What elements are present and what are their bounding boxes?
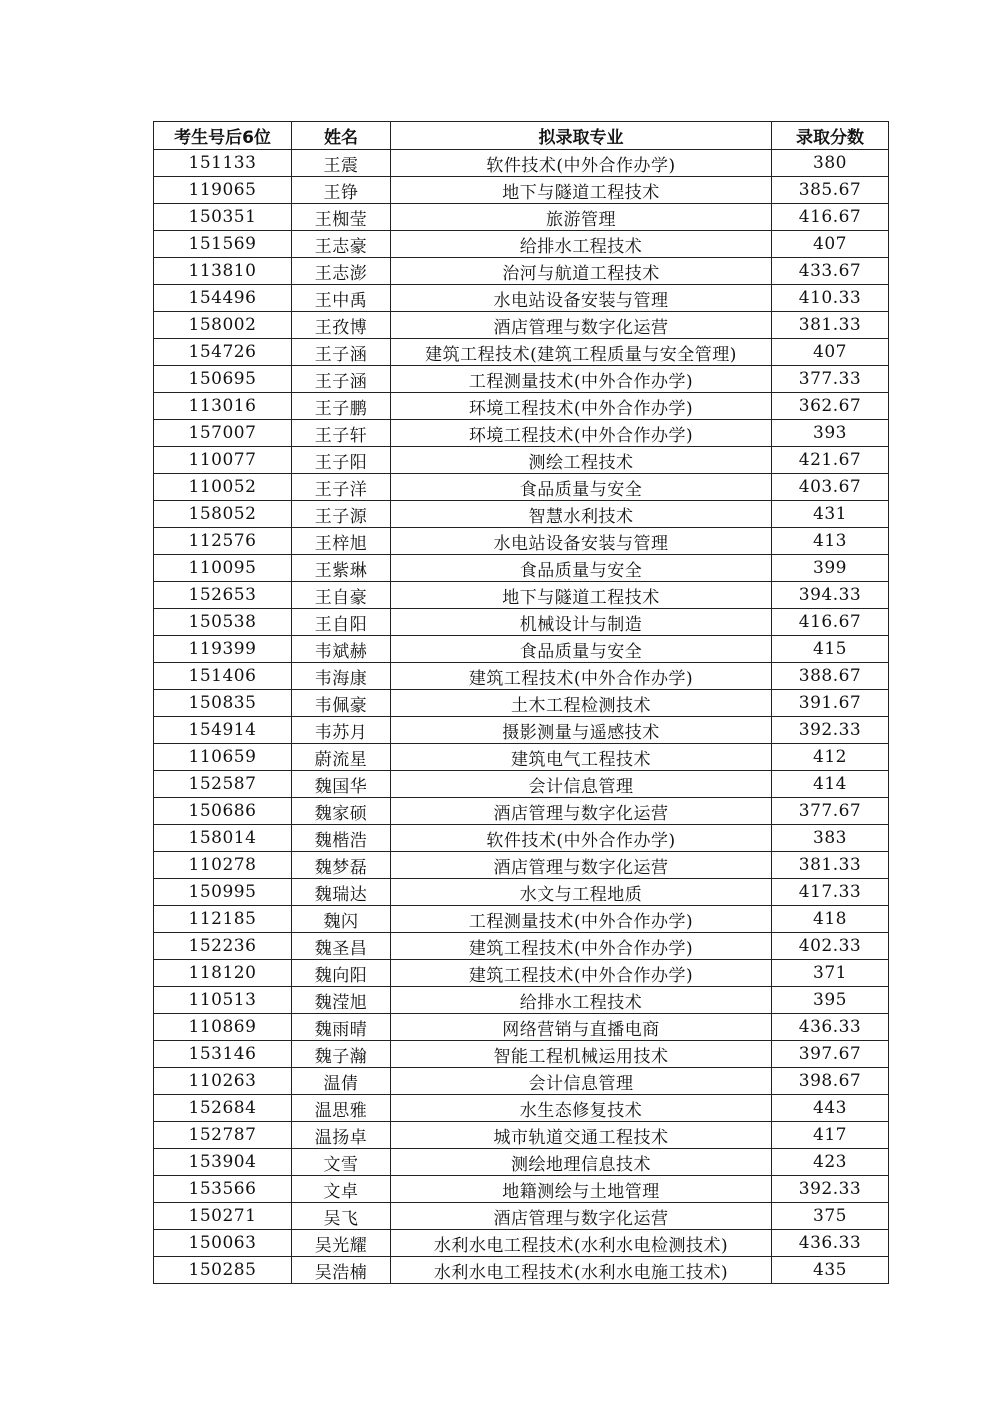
table-row bbox=[154, 744, 889, 771]
cell-score: 385.67 bbox=[772, 177, 889, 204]
cell-candidate-id: 110077 bbox=[154, 447, 292, 474]
cell-name: 魏瑞达 bbox=[292, 879, 391, 906]
cell-candidate-id: 154496 bbox=[154, 285, 292, 312]
cell-name: 魏圣昌 bbox=[292, 933, 391, 960]
cell-name: 吴浩楠 bbox=[292, 1257, 391, 1284]
cell-major: 建筑工程技术(建筑工程质量与安全管理) bbox=[391, 339, 772, 366]
cell-name: 王志豪 bbox=[292, 231, 391, 258]
cell-name: 温扬卓 bbox=[292, 1122, 391, 1149]
cell-candidate-id: 152787 bbox=[154, 1122, 292, 1149]
cell-major: 软件技术(中外合作办学) bbox=[391, 150, 772, 177]
cell-name: 韦海康 bbox=[292, 663, 391, 690]
table-row bbox=[154, 1257, 889, 1284]
table-row bbox=[154, 717, 889, 744]
cell-major: 土木工程检测技术 bbox=[391, 690, 772, 717]
cell-name: 王梓旭 bbox=[292, 528, 391, 555]
cell-candidate-id: 152684 bbox=[154, 1095, 292, 1122]
cell-score: 410.33 bbox=[772, 285, 889, 312]
cell-major: 给排水工程技术 bbox=[391, 231, 772, 258]
cell-major: 环境工程技术(中外合作办学) bbox=[391, 393, 772, 420]
table-row bbox=[154, 933, 889, 960]
cell-candidate-id: 110052 bbox=[154, 474, 292, 501]
cell-name: 文卓 bbox=[292, 1176, 391, 1203]
cell-score: 412 bbox=[772, 744, 889, 771]
header-major: 拟录取专业 bbox=[391, 122, 772, 150]
cell-score: 397.67 bbox=[772, 1041, 889, 1068]
cell-name: 吴飞 bbox=[292, 1203, 391, 1230]
cell-score: 435 bbox=[772, 1257, 889, 1284]
table-row bbox=[154, 798, 889, 825]
cell-score: 391.67 bbox=[772, 690, 889, 717]
cell-candidate-id: 150538 bbox=[154, 609, 292, 636]
cell-candidate-id: 153146 bbox=[154, 1041, 292, 1068]
cell-score: 381.33 bbox=[772, 852, 889, 879]
cell-major: 食品质量与安全 bbox=[391, 474, 772, 501]
cell-score: 403.67 bbox=[772, 474, 889, 501]
table-row bbox=[154, 447, 889, 474]
cell-score: 417.33 bbox=[772, 879, 889, 906]
cell-name: 王子洋 bbox=[292, 474, 391, 501]
cell-major: 会计信息管理 bbox=[391, 771, 772, 798]
cell-score: 421.67 bbox=[772, 447, 889, 474]
table-row bbox=[154, 1176, 889, 1203]
cell-score: 399 bbox=[772, 555, 889, 582]
cell-score: 416.67 bbox=[772, 609, 889, 636]
cell-major: 旅游管理 bbox=[391, 204, 772, 231]
cell-major: 软件技术(中外合作办学) bbox=[391, 825, 772, 852]
cell-name: 王椥莹 bbox=[292, 204, 391, 231]
cell-name: 温思雅 bbox=[292, 1095, 391, 1122]
cell-candidate-id: 150285 bbox=[154, 1257, 292, 1284]
table-row bbox=[154, 582, 889, 609]
table-row bbox=[154, 852, 889, 879]
cell-name: 韦佩豪 bbox=[292, 690, 391, 717]
cell-candidate-id: 112185 bbox=[154, 906, 292, 933]
table-row bbox=[154, 285, 889, 312]
table-row bbox=[154, 393, 889, 420]
cell-candidate-id: 150995 bbox=[154, 879, 292, 906]
cell-major: 水利水电工程技术(水利水电施工技术) bbox=[391, 1257, 772, 1284]
cell-score: 431 bbox=[772, 501, 889, 528]
table-row bbox=[154, 663, 889, 690]
cell-name: 魏家硕 bbox=[292, 798, 391, 825]
table-row bbox=[154, 474, 889, 501]
table-row bbox=[154, 1095, 889, 1122]
cell-candidate-id: 158014 bbox=[154, 825, 292, 852]
cell-major: 测绘工程技术 bbox=[391, 447, 772, 474]
cell-name: 王紫琳 bbox=[292, 555, 391, 582]
table-row bbox=[154, 690, 889, 717]
cell-score: 402.33 bbox=[772, 933, 889, 960]
cell-major: 网络营销与直播电商 bbox=[391, 1014, 772, 1041]
cell-name: 王震 bbox=[292, 150, 391, 177]
cell-name: 魏楷浩 bbox=[292, 825, 391, 852]
table-row bbox=[154, 1068, 889, 1095]
cell-score: 393 bbox=[772, 420, 889, 447]
cell-name: 韦斌赫 bbox=[292, 636, 391, 663]
cell-score: 407 bbox=[772, 231, 889, 258]
cell-name: 王子轩 bbox=[292, 420, 391, 447]
table-row bbox=[154, 231, 889, 258]
cell-name: 魏雨晴 bbox=[292, 1014, 391, 1041]
cell-candidate-id: 119399 bbox=[154, 636, 292, 663]
table-row bbox=[154, 1203, 889, 1230]
cell-candidate-id: 158052 bbox=[154, 501, 292, 528]
cell-score: 415 bbox=[772, 636, 889, 663]
table-row bbox=[154, 906, 889, 933]
admission-table bbox=[153, 121, 889, 1284]
table-row bbox=[154, 555, 889, 582]
cell-major: 食品质量与安全 bbox=[391, 636, 772, 663]
cell-major: 治河与航道工程技术 bbox=[391, 258, 772, 285]
cell-candidate-id: 152587 bbox=[154, 771, 292, 798]
cell-candidate-id: 154914 bbox=[154, 717, 292, 744]
header-candidate-id: 考生号后6位 bbox=[154, 122, 292, 150]
cell-candidate-id: 150686 bbox=[154, 798, 292, 825]
cell-candidate-id: 150271 bbox=[154, 1203, 292, 1230]
cell-major: 智能工程机械运用技术 bbox=[391, 1041, 772, 1068]
cell-name: 王中禹 bbox=[292, 285, 391, 312]
cell-name: 温倩 bbox=[292, 1068, 391, 1095]
cell-score: 377.67 bbox=[772, 798, 889, 825]
cell-candidate-id: 157007 bbox=[154, 420, 292, 447]
cell-name: 王子阳 bbox=[292, 447, 391, 474]
cell-score: 416.67 bbox=[772, 204, 889, 231]
table-row bbox=[154, 609, 889, 636]
table-row bbox=[154, 528, 889, 555]
cell-major: 会计信息管理 bbox=[391, 1068, 772, 1095]
cell-major: 食品质量与安全 bbox=[391, 555, 772, 582]
cell-score: 377.33 bbox=[772, 366, 889, 393]
cell-candidate-id: 153904 bbox=[154, 1149, 292, 1176]
cell-name: 韦苏月 bbox=[292, 717, 391, 744]
table-row bbox=[154, 1041, 889, 1068]
cell-score: 362.67 bbox=[772, 393, 889, 420]
cell-major: 建筑工程技术(中外合作办学) bbox=[391, 663, 772, 690]
table-row bbox=[154, 501, 889, 528]
cell-score: 380 bbox=[772, 150, 889, 177]
cell-score: 436.33 bbox=[772, 1230, 889, 1257]
table-row bbox=[154, 258, 889, 285]
cell-score: 398.67 bbox=[772, 1068, 889, 1095]
table-row bbox=[154, 366, 889, 393]
cell-candidate-id: 113810 bbox=[154, 258, 292, 285]
cell-score: 392.33 bbox=[772, 717, 889, 744]
cell-candidate-id: 150695 bbox=[154, 366, 292, 393]
cell-score: 388.67 bbox=[772, 663, 889, 690]
cell-name: 王子鹏 bbox=[292, 393, 391, 420]
table-row bbox=[154, 1014, 889, 1041]
header-score: 录取分数 bbox=[772, 122, 889, 150]
cell-name: 魏子瀚 bbox=[292, 1041, 391, 1068]
cell-candidate-id: 110095 bbox=[154, 555, 292, 582]
cell-candidate-id: 153566 bbox=[154, 1176, 292, 1203]
cell-name: 王铮 bbox=[292, 177, 391, 204]
table-row bbox=[154, 420, 889, 447]
table-row bbox=[154, 1122, 889, 1149]
cell-score: 443 bbox=[772, 1095, 889, 1122]
cell-name: 文雪 bbox=[292, 1149, 391, 1176]
cell-major: 机械设计与制造 bbox=[391, 609, 772, 636]
cell-name: 魏向阳 bbox=[292, 960, 391, 987]
table-row bbox=[154, 825, 889, 852]
cell-major: 酒店管理与数字化运营 bbox=[391, 1203, 772, 1230]
cell-major: 工程测量技术(中外合作办学) bbox=[391, 906, 772, 933]
cell-name: 魏闪 bbox=[292, 906, 391, 933]
cell-major: 建筑工程技术(中外合作办学) bbox=[391, 933, 772, 960]
cell-candidate-id: 110278 bbox=[154, 852, 292, 879]
table-row bbox=[154, 960, 889, 987]
table-row bbox=[154, 987, 889, 1014]
cell-candidate-id: 151406 bbox=[154, 663, 292, 690]
cell-major: 水生态修复技术 bbox=[391, 1095, 772, 1122]
cell-score: 383 bbox=[772, 825, 889, 852]
cell-major: 水利水电工程技术(水利水电检测技术) bbox=[391, 1230, 772, 1257]
table-row bbox=[154, 1149, 889, 1176]
header-name: 姓名 bbox=[292, 122, 391, 150]
cell-major: 酒店管理与数字化运营 bbox=[391, 312, 772, 339]
cell-score: 371 bbox=[772, 960, 889, 987]
cell-major: 地下与隧道工程技术 bbox=[391, 582, 772, 609]
cell-candidate-id: 150351 bbox=[154, 204, 292, 231]
cell-candidate-id: 151133 bbox=[154, 150, 292, 177]
cell-score: 433.67 bbox=[772, 258, 889, 285]
table-row bbox=[154, 177, 889, 204]
cell-major: 建筑电气工程技术 bbox=[391, 744, 772, 771]
cell-major: 摄影测量与遥感技术 bbox=[391, 717, 772, 744]
cell-score: 436.33 bbox=[772, 1014, 889, 1041]
cell-major: 测绘地理信息技术 bbox=[391, 1149, 772, 1176]
cell-major: 地下与隧道工程技术 bbox=[391, 177, 772, 204]
cell-score: 392.33 bbox=[772, 1176, 889, 1203]
cell-name: 王子源 bbox=[292, 501, 391, 528]
table-row bbox=[154, 636, 889, 663]
cell-candidate-id: 119065 bbox=[154, 177, 292, 204]
cell-major: 建筑工程技术(中外合作办学) bbox=[391, 960, 772, 987]
cell-candidate-id: 150835 bbox=[154, 690, 292, 717]
cell-candidate-id: 110869 bbox=[154, 1014, 292, 1041]
cell-name: 王志澎 bbox=[292, 258, 391, 285]
cell-candidate-id: 118120 bbox=[154, 960, 292, 987]
cell-name: 王自阳 bbox=[292, 609, 391, 636]
cell-major: 水文与工程地质 bbox=[391, 879, 772, 906]
cell-name: 王子涵 bbox=[292, 366, 391, 393]
cell-name: 魏滢旭 bbox=[292, 987, 391, 1014]
table-header bbox=[154, 122, 889, 150]
cell-major: 酒店管理与数字化运营 bbox=[391, 798, 772, 825]
cell-major: 水电站设备安装与管理 bbox=[391, 285, 772, 312]
cell-score: 395 bbox=[772, 987, 889, 1014]
cell-score: 413 bbox=[772, 528, 889, 555]
cell-major: 工程测量技术(中外合作办学) bbox=[391, 366, 772, 393]
cell-candidate-id: 154726 bbox=[154, 339, 292, 366]
cell-candidate-id: 110659 bbox=[154, 744, 292, 771]
cell-score: 375 bbox=[772, 1203, 889, 1230]
cell-major: 智慧水利技术 bbox=[391, 501, 772, 528]
cell-name: 蔚流星 bbox=[292, 744, 391, 771]
cell-candidate-id: 110263 bbox=[154, 1068, 292, 1095]
cell-name: 王自豪 bbox=[292, 582, 391, 609]
cell-major: 酒店管理与数字化运营 bbox=[391, 852, 772, 879]
table-row bbox=[154, 879, 889, 906]
cell-score: 414 bbox=[772, 771, 889, 798]
cell-candidate-id: 158002 bbox=[154, 312, 292, 339]
cell-candidate-id: 152653 bbox=[154, 582, 292, 609]
table-body bbox=[154, 150, 889, 1284]
cell-score: 394.33 bbox=[772, 582, 889, 609]
cell-score: 381.33 bbox=[772, 312, 889, 339]
cell-score: 417 bbox=[772, 1122, 889, 1149]
cell-name: 王子涵 bbox=[292, 339, 391, 366]
cell-candidate-id: 152236 bbox=[154, 933, 292, 960]
cell-candidate-id: 113016 bbox=[154, 393, 292, 420]
cell-candidate-id: 112576 bbox=[154, 528, 292, 555]
cell-score: 418 bbox=[772, 906, 889, 933]
cell-score: 423 bbox=[772, 1149, 889, 1176]
cell-major: 城市轨道交通工程技术 bbox=[391, 1122, 772, 1149]
cell-major: 给排水工程技术 bbox=[391, 987, 772, 1014]
header-row bbox=[154, 122, 889, 150]
table-row bbox=[154, 204, 889, 231]
cell-candidate-id: 151569 bbox=[154, 231, 292, 258]
cell-name: 吴光耀 bbox=[292, 1230, 391, 1257]
table-row bbox=[154, 1230, 889, 1257]
cell-score: 407 bbox=[772, 339, 889, 366]
table-row bbox=[154, 771, 889, 798]
cell-major: 环境工程技术(中外合作办学) bbox=[391, 420, 772, 447]
cell-name: 魏国华 bbox=[292, 771, 391, 798]
cell-candidate-id: 150063 bbox=[154, 1230, 292, 1257]
cell-name: 魏梦磊 bbox=[292, 852, 391, 879]
table-row bbox=[154, 339, 889, 366]
cell-major: 地籍测绘与土地管理 bbox=[391, 1176, 772, 1203]
cell-candidate-id: 110513 bbox=[154, 987, 292, 1014]
table-row bbox=[154, 312, 889, 339]
cell-name: 王孜博 bbox=[292, 312, 391, 339]
cell-major: 水电站设备安装与管理 bbox=[391, 528, 772, 555]
table-row bbox=[154, 150, 889, 177]
